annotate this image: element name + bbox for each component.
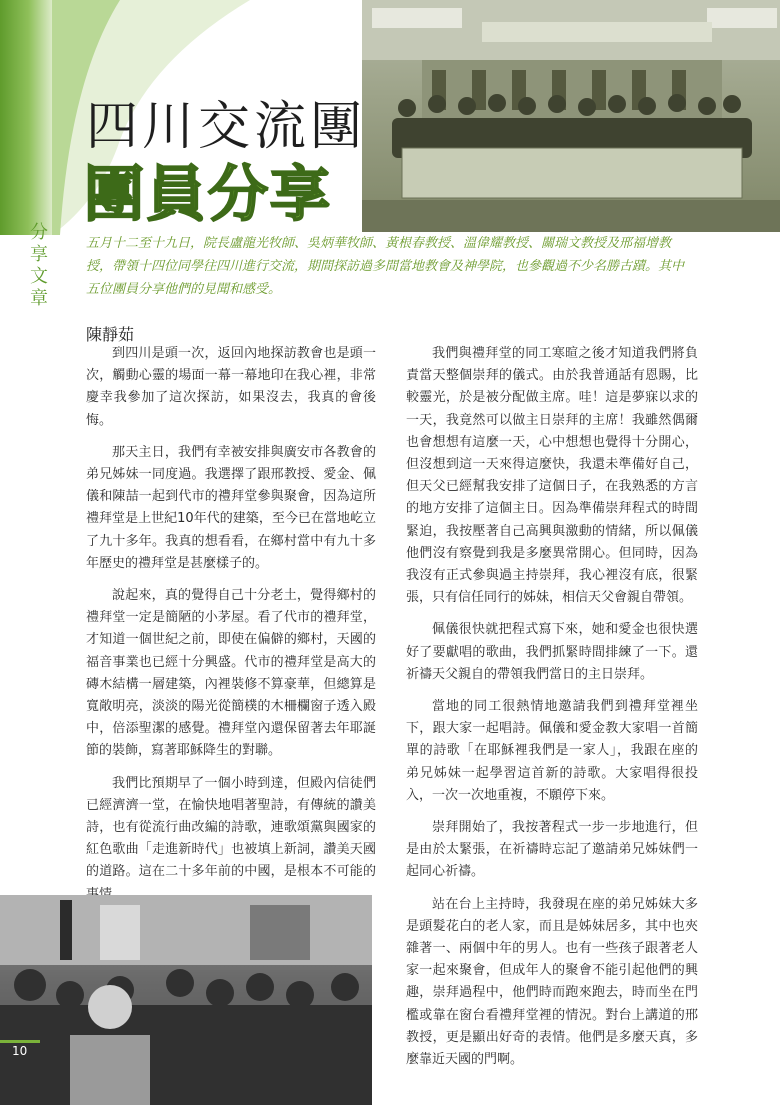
paragraph: 我們比預期早了一個小時到達，但殿內信徒們已經濟濟一堂，在愉快地唱著聖詩，有傳統的讚美詩，也有從流行曲改編的詩歌，連歌頌黨與國家的紅色歌曲「走進新時代」也被填上新詞，讚美天國的道路。這在二十多年前的中國，是根本不可能的 [86, 775, 376, 880]
group-photo-illustration [362, 0, 780, 232]
page-subtitle: 團員分享 [84, 160, 332, 230]
paragraph: 我們與禮拜堂的同工寒暄之後才知道我們將負責當天整個崇拜的儀式。由於我普通話有恩賜，比較靈光，於是被分配做主席。哇！這是夢寐以求的一天，我竟然可以做主日崇拜的主席！我雖然偶爾也會想想有這麼一天，心中想想也覺得十分開心，但沒想到這一天來得這麼快，我還未準備好自己，但天父已經幫我安排了這個日子，在我熟悉的方言的地方安排了這個主日。因為準備崇拜程式的時間緊迫，我按壓著自己高興與激動的情緒，所以佩儀他們沒有察覺到我是多麼異常開心。但同時，因為我沒有正式參與過主持崇拜，我心裡沒有底，很緊張，只有信任同行的姊妹，相信天父會親自帶領。 [406, 346, 698, 606]
church-photo [0, 895, 372, 1105]
page-number-stripe [0, 1040, 40, 1043]
paragraph: 那天主日，我們有幸被安排與廣安市各教會的弟兄姊妹一同度過。我選擇了跟邢教授、愛金、佩儀和陳喆一起到代市的禮拜堂參與聚會，因為這所禮拜堂是上世紀10年代的建築，至今已在當地屹立了九十多年。我真的想看看，在鄉村當中有九十多年歷史的禮拜堂是甚麼樣子的。 [86, 444, 376, 571]
paragraph: 佩儀很快就把程式寫下來，她和愛金也很快選好了要獻唱的歌曲，我們抓緊時間排練了一下。還祈禱天父親自的帶領我們當日的主日崇拜。 [406, 622, 698, 682]
page-title: 四川交流團 [86, 97, 367, 157]
paragraph: 到四川是頭一次，返回內地探訪教會也是頭一次，觸動心靈的場面一幕一幕地印在我心裡，非常慶幸我參加了這次探訪，如果沒去，我真的會後悔。 [86, 346, 376, 428]
paragraph: 當地的同工很熱情地邀請我們到禮拜堂裡坐下，跟大家一起唱詩。佩儀和愛金教大家唱一首簡單的詩歌「在耶穌裡我們是一家人」，我跟在座的弟兄姊妹一起學習這首新的詩歌。大家唱得很投入，一次一次地重複，不願停下來。 [406, 699, 698, 803]
group-photo [362, 0, 780, 232]
left-column [86, 343, 376, 916]
church-photo-illustration [0, 895, 372, 1105]
right-column [406, 343, 698, 1081]
intro-paragraph: 五月十二至十九日，院長盧龍光牧師、吳炳華牧師、黃根春教授、溫偉耀教授、關瑞文教授及邢福增教授，帶領十四位同學往四川進行交流，期間探訪過多間當地教會及神學院，也參觀過不少名勝古蹟。其中五位團員分享他們的見聞和感受。 [86, 236, 685, 297]
author-name: 陳靜茹 [86, 325, 135, 344]
paragraph: 站在台上主持時，我發現在座的弟兄姊妹大多是頭髮花白的老人家，而且是姊妹居多，其中也夾雜著一、兩個中年的男人。也有一些孩子跟著老人家一起來聚會，但成年人的聚會不能引起他們的興趣，崇拜過程中，他們時而跑來跑去，時而坐在門檻或靠在窗台看禮拜堂裡的情況。對台上講道的邢教授，更是顯出好奇的表情。他們是多麼天真，多麼靠近天國的門啊。 [406, 896, 698, 1068]
paragraph: 崇拜開始了，我按著程式一步一步地進行，但是由於太緊張，在祈禱時忘記了邀請弟兄姊妹們一起同心祈禱。 [406, 820, 698, 880]
side-section-label: 分享文章 [30, 222, 48, 309]
paragraph: 說起來，真的覺得自己十分老土，覺得鄉村的禮拜堂一定是簡陋的小茅屋。看了代市的禮拜堂，才知道一個世紀之前，即使在偏僻的鄉村，天國的福音事業也已經十分興盛。代市的禮拜堂是高大的磚木結構一層建築，內裡裝修不算豪華，但總算是寬敞明亮，淡淡的陽光從簡樸的木柵欄窗子透入殿中，倍添聖潔的感覺。禮拜堂內還保留著去年耶誕節的裝飾，寫著耶穌降生的對聯。 [86, 588, 376, 759]
page-number: 10 [12, 1044, 28, 1058]
